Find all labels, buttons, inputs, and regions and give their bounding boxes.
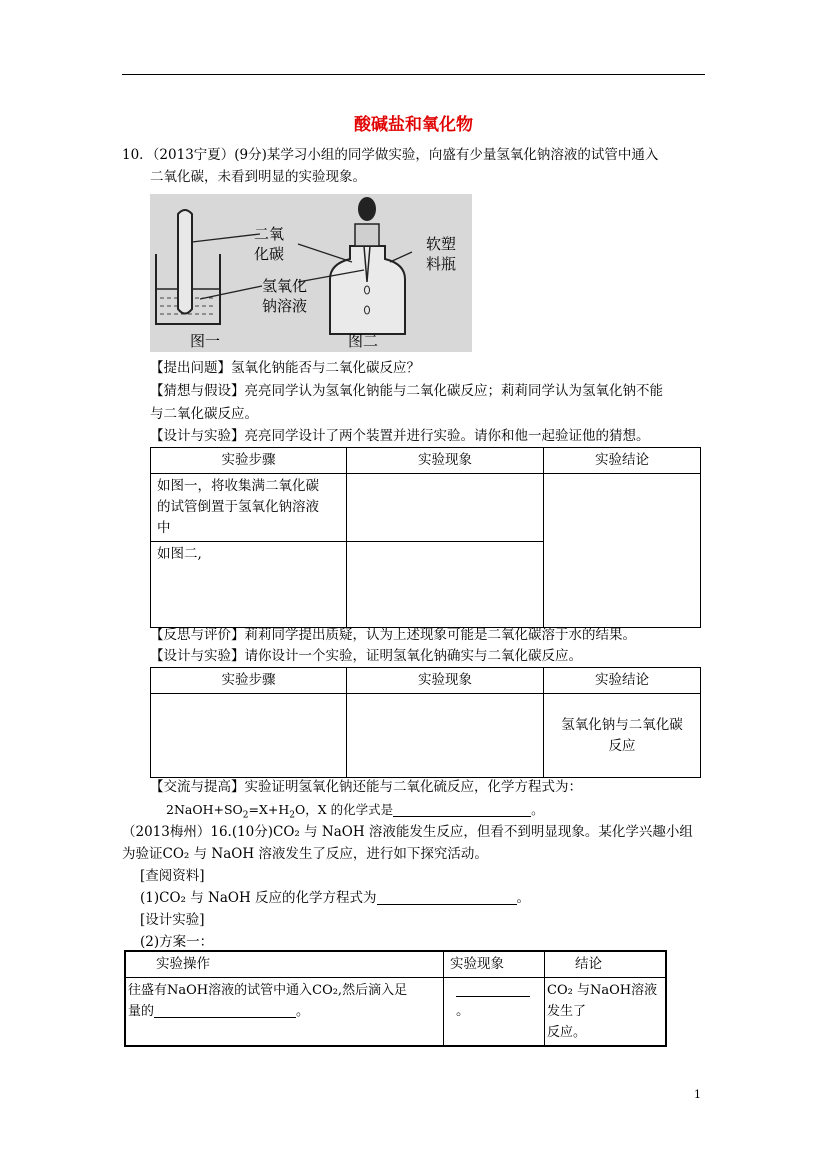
- t2-phenomenon-answer[interactable]: [347, 694, 544, 778]
- t3-header-phenomenon: 实验现象: [444, 951, 545, 978]
- t1-header-phenomenon: 实验现象: [347, 448, 544, 474]
- label-fig2: 图二: [348, 332, 379, 350]
- q16-item1-end: 。: [516, 890, 531, 906]
- label-naoh-b: 钠溶液: [262, 297, 308, 315]
- q16-item1: [140, 887, 530, 909]
- eq-prefix: 2NaOH+SO: [166, 802, 243, 817]
- page-title: 酸碱盐和氧化物: [354, 115, 473, 135]
- t2-steps-answer[interactable]: [151, 694, 347, 778]
- q16-plan: (2)方案一：: [140, 934, 214, 950]
- eq-sub-h2o: 2: [289, 810, 295, 821]
- t1-conclusion-answer[interactable]: [544, 474, 701, 628]
- hypothesis-line2: 与二氧化碳反应。: [150, 406, 258, 422]
- q16-design: [设计实验]: [140, 912, 205, 928]
- t2-conclusion-b: 反应: [608, 737, 636, 754]
- t2-conclusion-a: 氢氧化钠与二氧化碳: [561, 716, 683, 733]
- eq-mid: =X+H: [248, 802, 290, 817]
- eq-sub-so2: 2: [242, 810, 249, 821]
- t3-phenomenon: [444, 978, 545, 1047]
- t2-header-phenomenon: 实验现象: [347, 668, 544, 694]
- t2-conclusion: [544, 694, 701, 778]
- exchange-line: 【交流与提高】实验证明氢氧化钠还能与二氧化硫反应，化学方程式为：: [150, 779, 582, 795]
- t1-step1-c: 中: [157, 520, 171, 536]
- t2-header-conclusion: 实验结论: [544, 668, 701, 694]
- t3-op-b: 量的: [128, 1004, 155, 1019]
- t1-step1-b: 的试管倒置于氢氧化钠溶液: [157, 499, 319, 515]
- label-fig1: 图一: [190, 332, 221, 350]
- t2-header-steps: 实验步骤: [151, 668, 347, 694]
- q16-ref: [查阅资料]: [140, 868, 205, 884]
- experiment-table-1: [150, 447, 701, 628]
- apparatus-figure: [150, 194, 472, 352]
- t3-op-b-end: 。: [296, 1004, 310, 1019]
- t3-header-conclusion: 结论: [545, 951, 667, 978]
- t3-concl-b: 反应。: [547, 1025, 587, 1040]
- label-co2-a: 二氧: [254, 225, 285, 243]
- t3-operation: [125, 978, 444, 1047]
- t1-step1: [151, 474, 347, 542]
- x-formula-blank[interactable]: [393, 802, 531, 817]
- t3-op-a: 往盛有NaOH溶液的试管中通入CO₂,然后滴入足: [128, 983, 408, 998]
- eq-end: 。: [531, 802, 544, 817]
- phenomenon-blank[interactable]: [456, 982, 530, 997]
- reflection-line: 【反思与评价】莉莉同学提出质疑，认为上述现象可能是二氧化碳溶于水的结果。: [150, 627, 636, 643]
- hypothesis-line1: 【猜想与假设】亮亮同学认为氢氧化钠能与二氧化碳反应；莉莉同学认为氢氧化钠不能: [150, 383, 663, 399]
- label-naoh-a: 氢氧化: [262, 277, 308, 295]
- design-line2: 【设计与实验】请你设计一个实验，证明氢氧化钠确实与二氧化碳反应。: [150, 648, 582, 664]
- label-co2-b: 化碳: [254, 245, 285, 263]
- design-line1: 【设计与实验】亮亮同学设计了两个装置并进行实验。请你和他一起验证他的猜想。: [150, 428, 650, 444]
- q16-line2: 为验证CO₂ 与 NaOH 溶液发生了反应，进行如下探究活动。: [122, 846, 488, 862]
- t3-conclusion: [545, 978, 667, 1047]
- q10-line2: 二氧化碳，未看到明显的实验现象。: [150, 169, 366, 185]
- equation-blank[interactable]: [377, 890, 517, 905]
- t1-step2: 如图二,: [151, 542, 347, 628]
- q10-line1: 10．（2013宁夏）(9分)某学习小组的同学做实验，向盛有少量氢氧化钠溶液的试管中通入: [122, 147, 659, 163]
- t1-step1-a: 如图一，将收集满二氧化碳: [157, 478, 319, 494]
- t3-header-operation: 实验操作: [125, 951, 444, 978]
- scheme-table: [124, 950, 667, 1047]
- eq-tail: O，X 的化学式是: [295, 802, 394, 817]
- t3-concl-a: CO₂ 与NaOH溶液发生了: [547, 983, 658, 1019]
- page-number: 1: [694, 1088, 701, 1101]
- header-rule: [122, 74, 705, 75]
- reagent-blank[interactable]: [154, 1003, 296, 1018]
- q16-line1: （2013梅州）16.(10分)CO₂ 与 NaOH 溶液能发生反应，但看不到明显现象。某化学兴趣小组: [122, 824, 693, 840]
- ask-question: 【提出问题】氢氧化钠能否与二氧化碳反应？: [150, 360, 420, 376]
- label-bottle-a: 软塑: [426, 235, 457, 253]
- t1-header-conclusion: 实验结论: [544, 448, 701, 474]
- q16-item1-text: (1)CO₂ 与 NaOH 反应的化学方程式为: [140, 890, 377, 906]
- experiment-table-2: [150, 667, 701, 778]
- t1-header-steps: 实验步骤: [151, 448, 347, 474]
- apparatus-drawing: [150, 194, 472, 352]
- t3-phen-end: 。: [456, 1003, 470, 1019]
- t1-phenomenon2-answer[interactable]: [347, 542, 544, 628]
- t1-phenomenon1-answer[interactable]: [347, 474, 544, 542]
- label-bottle-b: 料瓶: [426, 255, 457, 273]
